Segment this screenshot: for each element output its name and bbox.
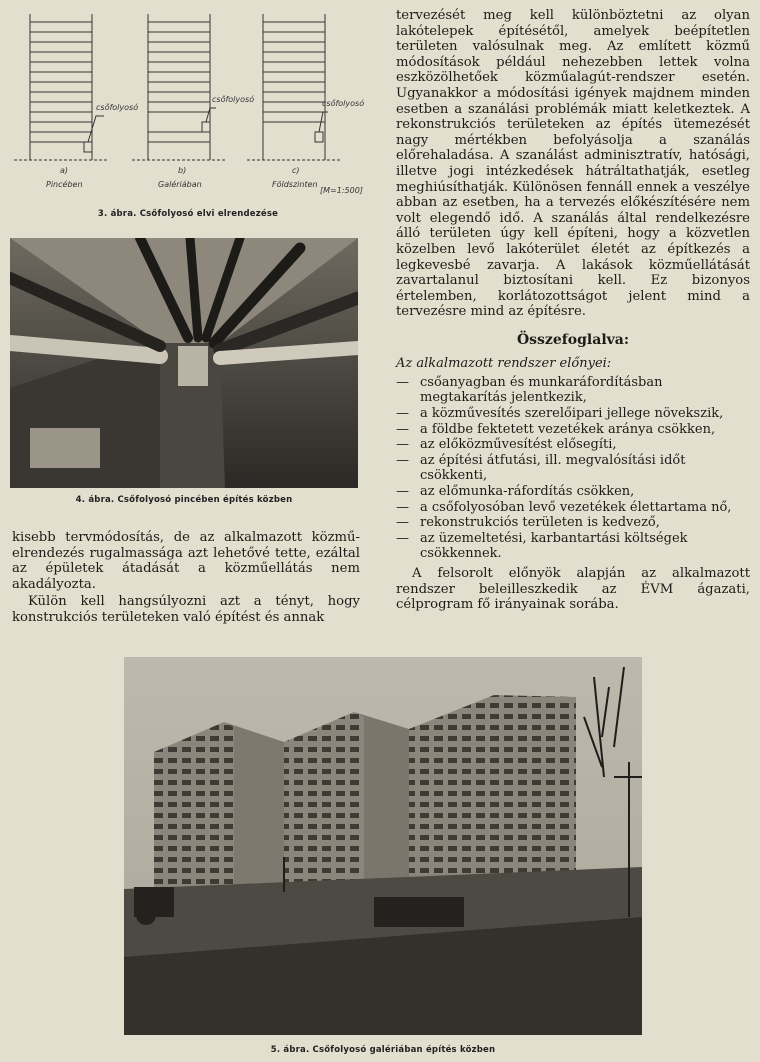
list-item: — az előmunka-ráfordítás csökken, xyxy=(396,484,750,500)
list-item: — rekonstrukciós területen is kedvező, xyxy=(396,515,750,531)
right-column xyxy=(396,8,750,613)
panel-label-a: Pincében xyxy=(46,180,83,189)
list-item: — a csőfolyosóban levő vezetékek élettartama nő, xyxy=(396,500,750,516)
panel-label-b: Galériában xyxy=(158,180,202,189)
list-item: — az üzemeltetési, karbantartási költségek csökkennek. xyxy=(396,531,750,562)
right-paragraph-1: tervezését meg kell különböztetni az olyan lakótelepek építésétől, amelyek beépítetlen területen valósulnak meg. Az említett közmű módosítások például nehezebben lettek volna eszközölhetőek közműalagút-rendszer esetén. Ugyanakkor a módosítási igények majdnem minden esetben a szanálási problémák miatt keletkeztek. A rekonstrukciós területeken az építés ütemezését nagy mértékben befolyásolja a szanálás előrehaladása. A szanálást adminisztratív, hatósági, illetve jogi intézkedések hátráltathatják, esetleg meghiúsíthatják. Különösen fennáll ennek a veszélye abban az esetben, ha a tervezés előkészítésére nem volt elegendő idő. A szanálás által rendelkezésre álló területen úgy kell építeni, hogy a közvetlen közelben levő lakóterület életét az építkezés a legkevesbé zavarja. A lakások közműellátását zavartalanul biztosítani kell. Ez bizonyos értelemben, korlátozottságot jelent mind a tervezésre mind az építésre. xyxy=(396,8,750,320)
list-item: — az építési átfutási, ill. megvalósítási időt csökkenti, xyxy=(396,453,750,484)
left-column xyxy=(12,530,360,626)
advantages-subheading: Az alkalmazott rendszer előnyei: xyxy=(396,355,612,371)
list-item: — csőanyagban és munkaráfordításban megtakarítás jelentkezik, xyxy=(396,375,750,406)
pipe-label-a: csőfolyosó xyxy=(96,103,139,112)
figure4-photo xyxy=(10,238,358,488)
panel-letter-c: c) xyxy=(292,166,300,175)
panel-letter-a: a) xyxy=(60,166,69,175)
figure5-photo xyxy=(124,657,642,1035)
figure3-caption: 3. ábra. Csőfolyosó elvi elrendezése xyxy=(97,209,279,219)
summary-heading: Összefoglalva: xyxy=(516,331,630,348)
figure5-caption: 5. ábra. Csőfolyosó galériában építés közben xyxy=(270,1045,496,1055)
right-paragraph-final: A felsorolt előnyök alapján az alkalmazott rendszer beleilleszkedik az ÉVM ágazati, célprogram fő irányainak sorába. xyxy=(396,566,750,613)
basement-corridor-image xyxy=(10,238,358,488)
panel-letter-b: b) xyxy=(178,166,187,175)
left-paragraph-2: Külön kell hangsúlyozni azt a tényt, hogy konstrukciós területeken való építést és annak xyxy=(12,594,360,625)
list-item: — a földbe fektetett vezetékek aránya csökken, xyxy=(396,422,750,438)
panel-label-c: Földszinten xyxy=(272,180,318,189)
figure4-caption: 4. ábra. Csőfolyosó pincében építés közben xyxy=(75,495,293,505)
figure3-diagram xyxy=(8,8,368,198)
list-item: — a közművesítés szerelőipari jellege növekszik, xyxy=(396,406,750,422)
advantages-list xyxy=(396,375,750,562)
pipe-label-b: csőfolyosó xyxy=(212,95,255,104)
apartment-blocks-image xyxy=(124,657,642,1035)
pipe-label-c: csőfolyosó xyxy=(322,99,365,108)
left-paragraph-1: kisebb tervmódosítás, de az alkalmazott közmű-elrendezés rugalmassága azt lehetővé tette, ezáltal az épületek átadását a közműellátás nem akadályozta. xyxy=(12,530,360,592)
scale-note: [M=1:500] xyxy=(320,186,363,195)
list-item: — az előközművesítést elősegíti, xyxy=(396,437,750,453)
